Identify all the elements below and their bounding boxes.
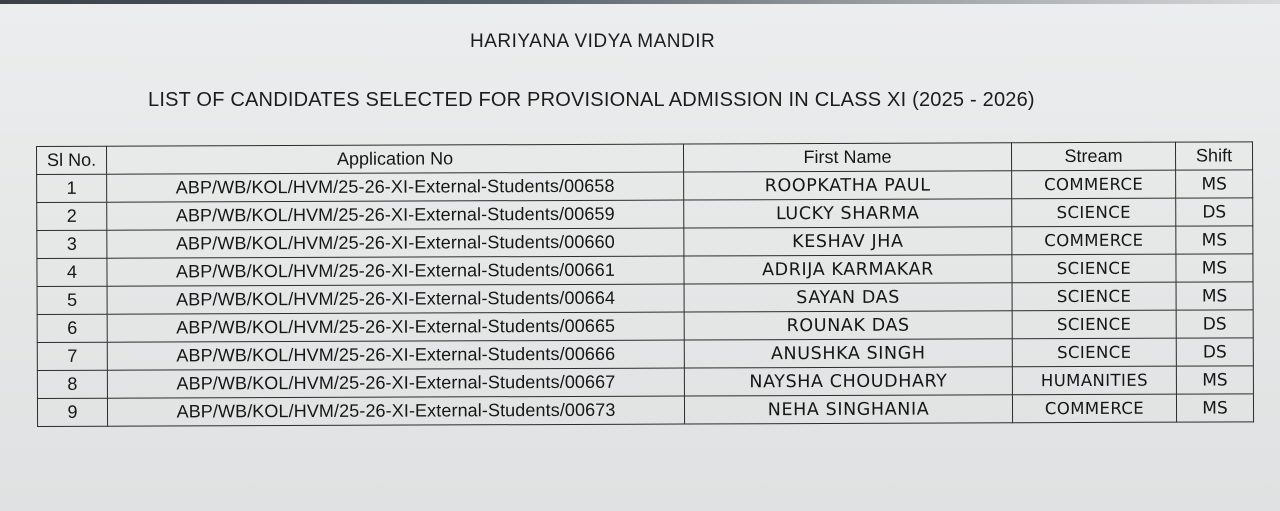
cell-sl-no: 4 [37, 258, 107, 286]
cell-stream: SCIENCE [1012, 198, 1176, 227]
cell-application-no: ABP/WB/KOL/HVM/25-26-XI-External-Students/00666 [107, 340, 684, 370]
list-title: LIST OF CANDIDATES SELECTED FOR PROVISIONAL ADMISSION IN CLASS XI (2025 - 2026) [148, 89, 1035, 111]
col-header-shift: Shift [1175, 142, 1252, 170]
cell-sl-no: 7 [37, 342, 107, 370]
cell-stream: SCIENCE [1012, 338, 1176, 367]
cell-first-name: LUCKY SHARMA [684, 199, 1012, 228]
cell-sl-no: 9 [37, 398, 107, 426]
cell-application-no: ABP/WB/KOL/HVM/25-26-XI-External-Students/00664 [107, 284, 684, 314]
cell-shift: DS [1176, 198, 1253, 226]
cell-first-name: ROOPKATHA PAUL [684, 171, 1012, 200]
cell-shift: MS [1176, 394, 1253, 422]
cell-sl-no: 2 [37, 202, 107, 230]
cell-first-name: ANUSHKA SINGH [684, 339, 1012, 368]
cell-first-name: SAYAN DAS [684, 283, 1012, 312]
cell-shift: MS [1176, 254, 1253, 282]
cell-first-name: ADRIJA KARMAKAR [684, 255, 1012, 284]
cell-first-name: NAYSHA CHOUDHARY [684, 367, 1012, 396]
col-header-first-name: First Name [683, 143, 1011, 172]
cell-shift: MS [1176, 170, 1253, 198]
col-header-stream: Stream [1011, 142, 1175, 171]
cell-sl-no: 6 [37, 314, 107, 342]
cell-shift: DS [1176, 310, 1253, 338]
cell-application-no: ABP/WB/KOL/HVM/25-26-XI-External-Students/00659 [107, 200, 684, 230]
cell-application-no: ABP/WB/KOL/HVM/25-26-XI-External-Students/00665 [107, 312, 684, 342]
cell-stream: COMMERCE [1012, 226, 1176, 255]
cell-application-no: ABP/WB/KOL/HVM/25-26-XI-External-Students/00673 [107, 396, 684, 426]
cell-stream: SCIENCE [1012, 310, 1176, 339]
cell-sl-no: 3 [37, 230, 107, 258]
cell-shift: MS [1176, 226, 1253, 254]
table-row [37, 394, 1253, 427]
cell-first-name: KESHAV JHA [684, 227, 1012, 256]
cell-application-no: ABP/WB/KOL/HVM/25-26-XI-External-Students/00667 [107, 368, 684, 398]
cell-stream: COMMERCE [1012, 170, 1176, 199]
cell-sl-no: 8 [37, 370, 107, 398]
cell-stream: COMMERCE [1012, 394, 1176, 423]
cell-shift: MS [1176, 366, 1253, 394]
cell-first-name: NEHA SINGHANIA [684, 395, 1012, 424]
cell-stream: HUMANITIES [1012, 366, 1176, 395]
cell-shift: DS [1176, 338, 1253, 366]
cell-sl-no: 5 [37, 286, 107, 314]
cell-shift: MS [1176, 282, 1253, 310]
cell-sl-no: 1 [37, 174, 107, 202]
cell-application-no: ABP/WB/KOL/HVM/25-26-XI-External-Students/00660 [107, 228, 684, 258]
cell-application-no: ABP/WB/KOL/HVM/25-26-XI-External-Students/00661 [107, 256, 684, 286]
cell-stream: SCIENCE [1012, 254, 1176, 283]
col-header-sl-no: Sl No. [37, 146, 107, 174]
cell-application-no: ABP/WB/KOL/HVM/25-26-XI-External-Students/00658 [107, 172, 684, 202]
cell-first-name: ROUNAK DAS [684, 311, 1012, 340]
school-name: HARIYANA VIDYA MANDIR [470, 31, 716, 52]
candidates-table [36, 141, 1254, 427]
col-header-application-no: Application No [107, 144, 684, 174]
cell-stream: SCIENCE [1012, 282, 1176, 311]
